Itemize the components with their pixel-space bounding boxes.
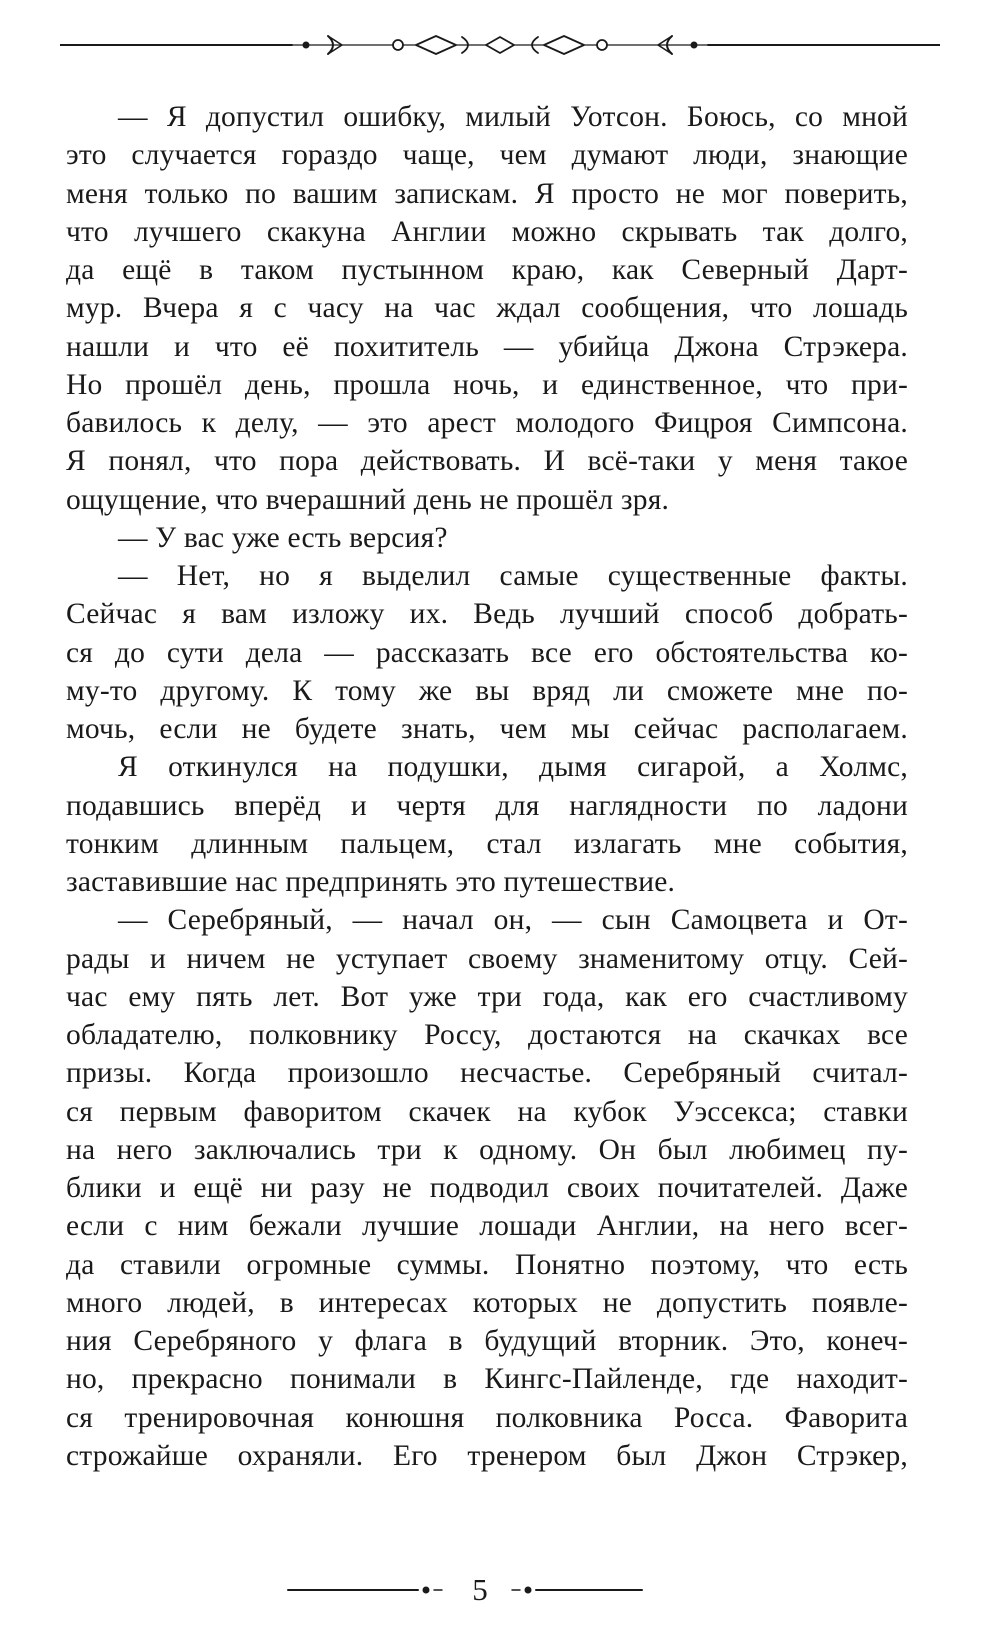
text-line: ся до сути дела — рассказать все его обстоятельства ко- — [66, 636, 908, 669]
text-line: но, прекрасно понимали в Кингс-Пайленде, где находит- — [66, 1363, 908, 1396]
text-line: много людей, в интересах которых не допустить появле- — [66, 1286, 908, 1319]
text-line: это случается гораздо чаще, чем думают люди, знающие — [66, 139, 908, 172]
text-line: мочь, если не будете знать, чем мы сейчас располагаем. — [66, 713, 908, 745]
text-line: Сейчас я вам изложу их. Ведь лучший способ добрать- — [66, 598, 908, 631]
text-line: подавшись вперёд и чертя для наглядности по ладони — [66, 789, 908, 822]
text-line: Я понял, что пора действовать. И всё-таки у меня такое — [66, 445, 908, 478]
text-line: ощущение, что вчерашний день не прошёл зря. — [66, 483, 670, 516]
text-line: — Я допустил ошибку, милый Уотсон. Боюсь, со мной — [118, 101, 908, 133]
text-line: нашли и что её похититель — убийца Джона Стрэкера. — [66, 330, 908, 363]
text-line: рады и ничем не уступает своему знаменитому отцу. Сей- — [66, 942, 908, 975]
text-line: ся тренировочная конюшня полковника Росса. Фаворита — [66, 1401, 908, 1434]
text-line: обладателю, полковнику Россу, достаются на скачках все — [66, 1019, 908, 1051]
text-line: ся первым фаворитом скачек на кубок Уэссекса; ставки — [66, 1095, 908, 1128]
text-line: час ему пять лет. Вот уже три года, как его счастливому — [66, 980, 908, 1013]
scroll-ornament-icon — [60, 28, 940, 62]
text-line: да ещё в таком пустынном краю, как Северный Дарт- — [66, 254, 908, 286]
text-line: Но прошёл день, прошла ночь, и единственное, что при- — [66, 368, 908, 401]
text-line: — У вас уже есть версия? — [118, 521, 448, 554]
text-line: да ставили огромные суммы. Понятно поэтому, что есть — [66, 1248, 908, 1281]
text-line: что лучшего скакуна Англии можно скрывать так долго, — [66, 215, 908, 248]
text-line: му-то другому. К тому же вы вряд ли сможете мне по- — [66, 674, 908, 707]
text-line: ния Серебряного у флага в будущий вторник. Это, конеч- — [66, 1325, 908, 1357]
body-text — [66, 98, 908, 1475]
text-line: строжайше охраняли. Его тренером был Джон Стрэкер, — [66, 1439, 908, 1472]
text-line: бавилось к делу, — это арест молодого Фицроя Симпсона. — [66, 407, 908, 439]
text-line: мур. Вчера я с часу на час ждал сообщения, что лошадь — [66, 292, 908, 325]
page-number: 5 — [472, 1572, 488, 1607]
text-line: — Нет, но я выделил самые существенные факты. — [118, 560, 908, 592]
text-line: призы. Когда произошло несчастье. Серебряный считал- — [66, 1057, 908, 1090]
text-line: заставившие нас предпринять это путешествие. — [66, 866, 676, 898]
text-line: меня только по вашим запискам. Я просто не мог поверить, — [66, 177, 908, 210]
page-number-footer — [280, 1568, 680, 1612]
text-line: если с ним бежали лучшие лошади Англии, на него всег- — [66, 1210, 908, 1243]
text-line: блики и ещё ни разу не подводил своих почитателей. Даже — [66, 1172, 908, 1204]
text-line: тонким длинным пальцем, стал излагать мне события, — [66, 827, 908, 860]
text-line: на него заключались три к одному. Он был любимец пу- — [66, 1133, 908, 1166]
text-line: — Серебряный, — начал он, — сын Самоцвета и От- — [118, 904, 908, 937]
text-line: Я откинулся на подушки, дымя сигарой, а Холмс, — [118, 751, 908, 784]
